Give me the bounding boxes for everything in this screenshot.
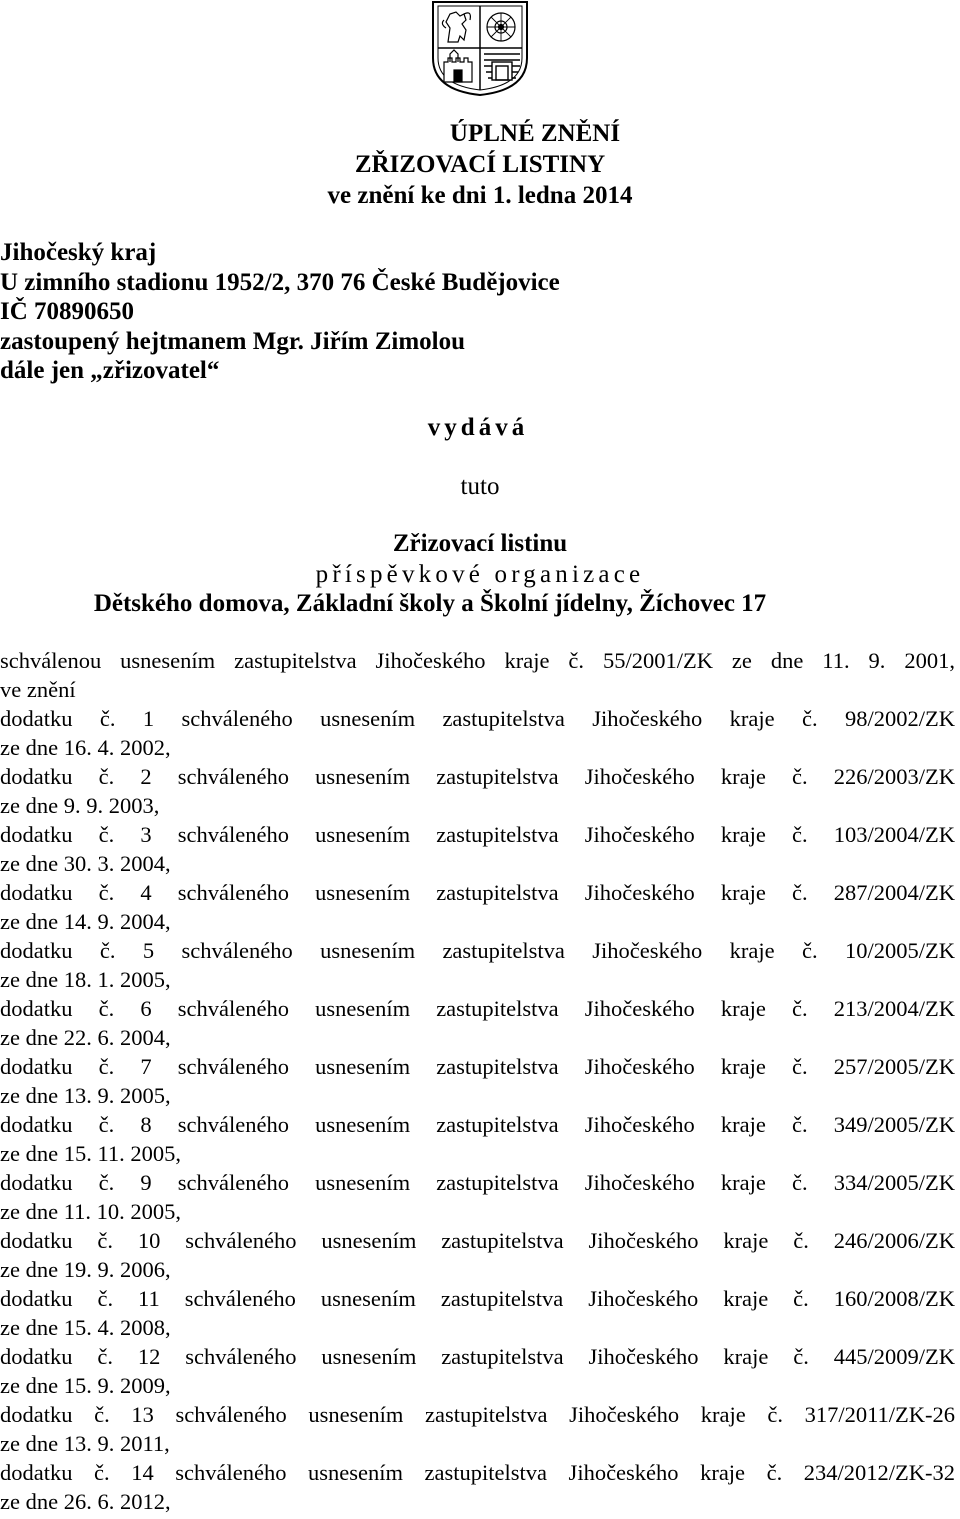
document-name: Zřizovací listinu — [392, 530, 568, 557]
amendment-resolution: dodatku č. 7 schváleného usnesením zastupitelstva Jihočeského kraje č. 257/2005/ZK — [0, 1054, 955, 1079]
approval-amended-label: ve znění — [0, 677, 76, 702]
amendment-item — [0, 1110, 955, 1168]
amendment-date: ze dne 15. 11. 2005, — [0, 1141, 181, 1166]
amendment-item — [0, 994, 955, 1052]
founder-name: Jihočeský kraj — [0, 239, 157, 266]
amendment-resolution: dodatku č. 14 schváleného usnesením zastupitelstva Jihočeského kraje č. 234/2012/ZK-32 — [0, 1460, 955, 1485]
amendment-item — [0, 936, 955, 994]
amendment-resolution: dodatku č. 11 schváleného usnesením zastupitelstva Jihočeského kraje č. 160/2008/ZK — [0, 1286, 955, 1311]
amendment-date: ze dne 11. 10. 2005, — [0, 1199, 181, 1224]
amendment-date: ze dne 14. 9. 2004, — [0, 909, 171, 934]
amendment-item — [0, 1052, 955, 1110]
amendment-resolution: dodatku č. 13 schváleného usnesením zastupitelstva Jihočeského kraje č. 317/2011/ZK-26 — [0, 1402, 955, 1427]
amendment-resolution: dodatku č. 10 schváleného usnesením zastupitelstva Jihočeského kraje č. 246/2006/ZK — [0, 1228, 955, 1253]
amendment-item — [0, 1226, 955, 1284]
amendment-item — [0, 1284, 955, 1342]
document-title — [0, 118, 960, 211]
amendment-item — [0, 820, 955, 878]
amendment-resolution: dodatku č. 3 schváleného usnesením zastupitelstva Jihočeského kraje č. 103/2004/ZK — [0, 822, 955, 847]
amendment-resolution: dodatku č. 5 schváleného usnesením zastupitelstva Jihočeského kraje č. 10/2005/ZK — [0, 938, 955, 963]
amendment-resolution: dodatku č. 4 schváleného usnesením zastupitelstva Jihočeského kraje č. 287/2004/ZK — [0, 880, 955, 905]
amendments-list — [0, 704, 955, 1516]
amendment-item — [0, 1168, 955, 1226]
approval-line: schválenou usnesením zastupitelstva Jihočeského kraje č. 55/2001/ZK ze dne 11. 9. 2001, — [0, 648, 955, 673]
issues-heading: vydává — [427, 414, 529, 441]
organization-name: Dětského domova, Základní školy a Školní jídelny, Žíchovec 17 — [93, 590, 767, 617]
amendment-resolution: dodatku č. 6 schváleného usnesením zastupitelstva Jihočeského kraje č. 213/2004/ZK — [0, 996, 955, 1021]
amendment-date: ze dne 13. 9. 2005, — [0, 1083, 171, 1108]
document-type: příspěvkové organizace — [315, 561, 645, 588]
amendment-date: ze dne 19. 9. 2006, — [0, 1257, 171, 1282]
title-effective-date: ve znění ke dni 1. ledna 2014 — [327, 182, 633, 209]
title-founding-deed: ZŘIZOVACÍ LISTINY — [354, 151, 606, 178]
founder-representative: zastoupený hejtmanem Mgr. Jiřím Zimolou — [0, 327, 466, 355]
amendment-resolution: dodatku č. 2 schváleného usnesením zastupitelstva Jihočeského kraje č. 226/2003/ZK — [0, 764, 955, 789]
amendment-date: ze dne 13. 9. 2011, — [0, 1431, 170, 1456]
founder-block — [0, 238, 560, 386]
amendment-resolution: dodatku č. 8 schváleného usnesením zastupitelstva Jihočeského kraje č. 349/2005/ZK — [0, 1112, 955, 1137]
amendment-item — [0, 878, 955, 936]
amendment-date: ze dne 18. 1. 2005, — [0, 967, 171, 992]
founder-address: U zimního stadionu 1952/2, 370 76 České Budějovice — [0, 268, 560, 296]
rose-icon — [487, 13, 515, 41]
tuto-text: tuto — [460, 473, 500, 500]
amendment-item — [0, 1458, 955, 1516]
amendment-item — [0, 1400, 955, 1458]
amendment-item — [0, 1342, 955, 1400]
amendment-date: ze dne 9. 9. 2003, — [0, 793, 160, 818]
amendment-date: ze dne 22. 6. 2004, — [0, 1025, 171, 1050]
amendment-resolution: dodatku č. 9 schváleného usnesením zastupitelstva Jihočeského kraje č. 334/2005/ZK — [0, 1170, 955, 1195]
amendment-resolution: dodatku č. 1 schváleného usnesením zastupitelstva Jihočeského kraje č. 98/2002/ZK — [0, 706, 955, 731]
amendment-resolution: dodatku č. 12 schváleného usnesením zastupitelstva Jihočeského kraje č. 445/2009/ZK — [0, 1344, 955, 1369]
title-full-wording: ÚPLNÉ ZNĚNÍ — [449, 120, 621, 147]
founder-hereinafter: dále jen „zřizovatel“ — [0, 357, 220, 384]
coat-of-arms-icon — [430, 0, 530, 96]
amendment-date: ze dne 15. 4. 2008, — [0, 1315, 171, 1340]
amendment-date: ze dne 16. 4. 2002, — [0, 735, 171, 760]
approval-paragraph — [0, 646, 955, 704]
amendment-item — [0, 762, 955, 820]
amendment-date: ze dne 15. 9. 2009, — [0, 1373, 171, 1398]
amendment-date: ze dne 30. 3. 2004, — [0, 851, 171, 876]
amendment-date: ze dne 26. 6. 2012, — [0, 1489, 171, 1514]
amendment-item — [0, 704, 955, 762]
founder-ic: IČ 70890650 — [0, 298, 135, 325]
